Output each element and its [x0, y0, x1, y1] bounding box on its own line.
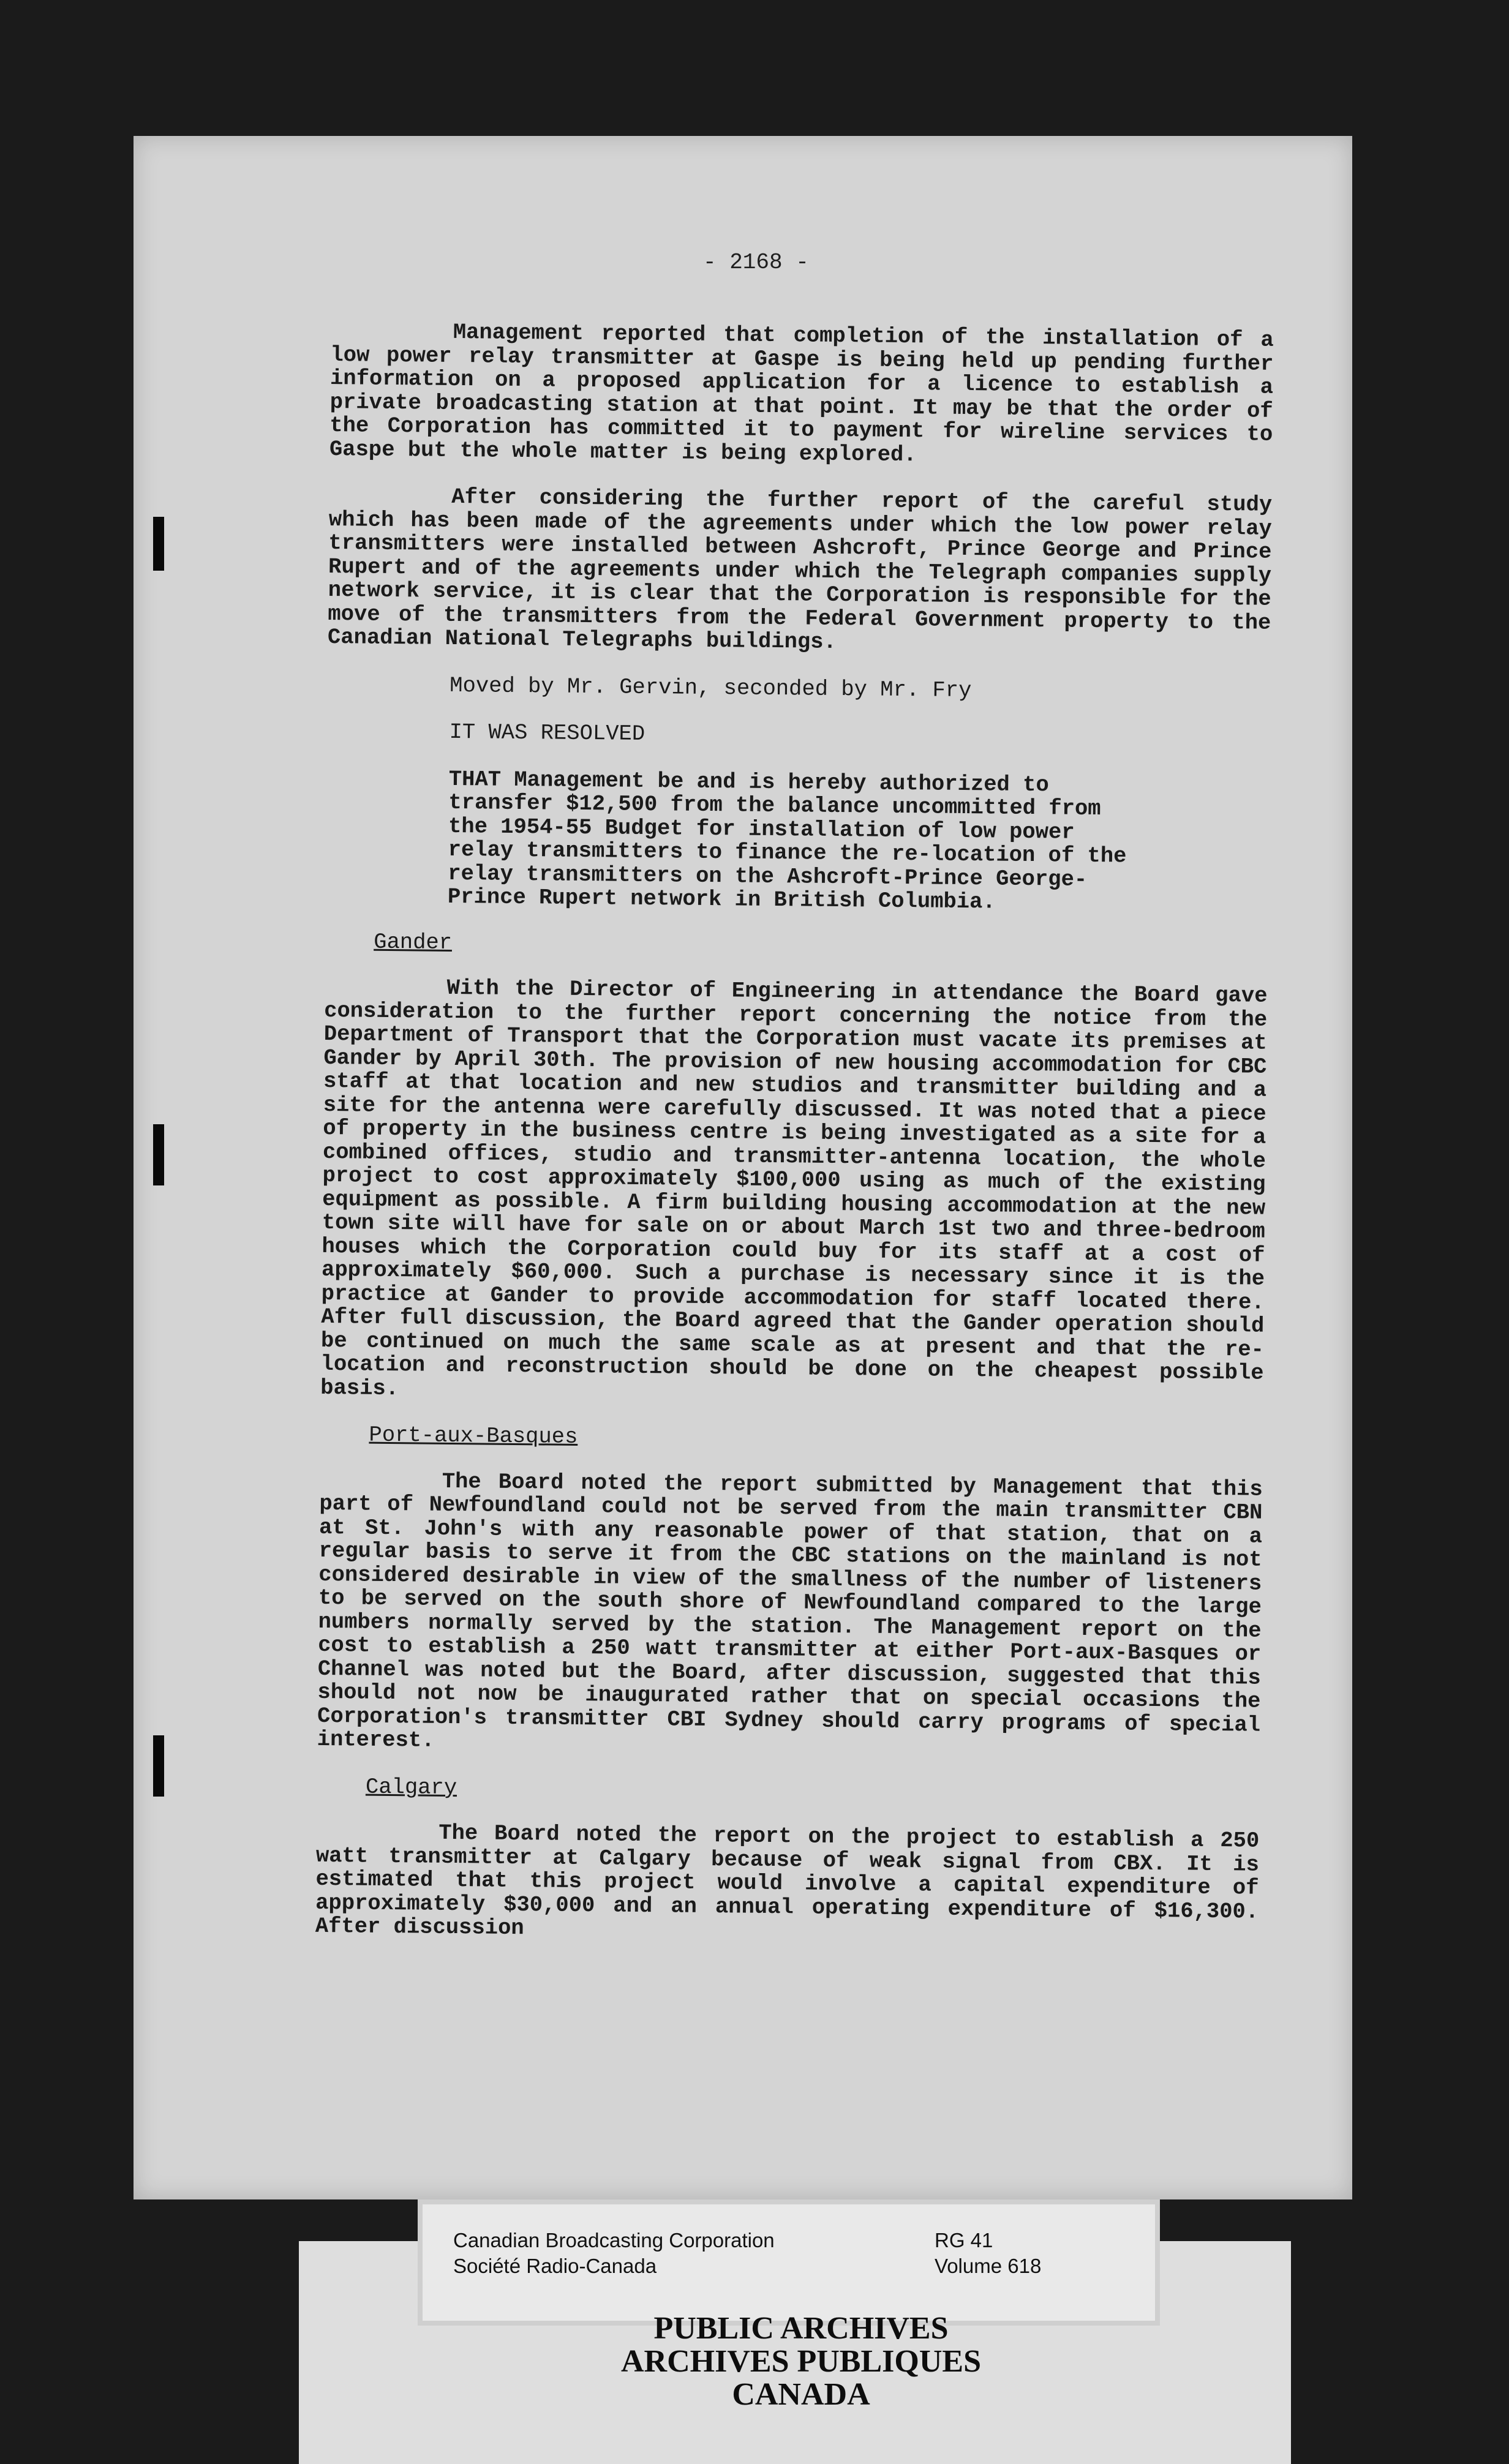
margin-mark [153, 1735, 164, 1797]
section-calgary [315, 1775, 1260, 1947]
resolution-text: THAT Management be and is hereby authorized to transfer $12,500 from the balance uncommitted from the 1954-55 Budget for installation of low power relay transmitters to finance the re-location of the relay transmitters on the Ashcroft-Prince George-Prince Rupert network in British Columbia. [447, 766, 1127, 915]
archives-stamp [47, 2312, 1509, 2411]
section-heading: Port-aux-Basques [369, 1422, 578, 1449]
margin-mark [153, 517, 164, 571]
section-gander [320, 930, 1268, 1408]
margin-mark [153, 1124, 164, 1185]
document-page [134, 136, 1352, 2199]
archive-label [423, 2204, 1155, 2321]
label-volume: Volume 618 [935, 2255, 1042, 2277]
section-heading: Gander [374, 929, 453, 955]
paragraph-gaspe: Management reported that completion of the installation of a low power relay transmitter at Gaspe is being held up pending further information on a proposed application for a licence to establish a private broadcasting station at that point. It may be that the order of the Corporation has committed it to payment for wireline services to Gaspe but the whole matter is being explored. [329, 319, 1274, 467]
label-rg: RG 41 [935, 2229, 993, 2252]
section-text: With the Director of Engineering in attendance the Board gave consideration to the further report concerning the notice from the Department of Transport that the Corporation must vacate its premises at Gander by April 30th. The provision of new housing accommodation for CBC staff at that location and new studios and transmitter building and a site for the antenna were carefully discussed. It was noted that a piece of property in the business centre is being investigated as a site for a combined offices, studio and transmitter-antenna location, the whole project to cost approximately $100,000 using as much of the existing equipment as possible. A firm building housing accommodation at the new town site will have for sale on or about March 1st two and three-bedroom houses which the Corporation could buy for its staff at a cost of approximately $60,000. Such a purchase is necessary since it is the practice at Gander to provide accommodation for staff located there. After full discussion, the Board agreed that the Gander operation should be continued on much the same scale as at present and that the re-location and reconstruction should be done on the cheapest possible basis. [320, 975, 1268, 1401]
section-heading: Calgary [365, 1774, 457, 1800]
label-org-en: Canadian Broadcasting Corporation [453, 2229, 775, 2252]
section-text: The Board noted the report on the project to establish a 250 watt transmitter at Calgary because of weak signal from CBX. It is estimated that this project would involve a capital expenditure of approximately $30,000 and an annual operating expenditure of $16,300. After discussion [315, 1820, 1260, 1941]
section-text: The Board noted the report submitted by Management that this part of Newfoundland could not be served from the main transmitter CBN at St. John's with any reasonable power of that station, that on a regular basis to serve it from the CBC stations on the mainland is not considered desirable in view of the smallness of the number of listeners to be served on the south shore of Newfoundland compared to the large numbers normally served by the station. The Management report on the cost to establish a 250 watt transmitter at either Port-aux-Basques or Channel was noted but the Board, after discussion, suggested that this should not now be inaugurated rather that on special occasions the Corporation's transmitter CBI Sydney should carry programs of special interest. [317, 1468, 1263, 1753]
archives-stamp-line2: ARCHIVES PUBLIQUES [620, 2344, 982, 2379]
label-org-fr: Société Radio-Canada [453, 2255, 657, 2277]
archives-stamp-line3: CANADA [732, 2377, 870, 2412]
document-body [315, 320, 1274, 1970]
paragraph-relay-transmitters: After considering the further report of the careful study which has been made of the agreements under which the low power relay transmitters were installed between Ashcroft, Prince George and Prince Rupert and of the agreements under which the Telegraph companies supply network service, it is clear that the Corporation is responsible for the move of the transmitters from the Federal Government property to the Canadian National Telegraphs buildings. [327, 484, 1273, 655]
motion-line: Moved by Mr. Gervin, seconded by Mr. Fry [450, 672, 972, 703]
archives-stamp-line1: PUBLIC ARCHIVES [653, 2311, 949, 2346]
page-number: - 2168 - [703, 250, 809, 275]
resolved-line: IT WAS RESOLVED [449, 719, 645, 746]
section-port-aux-basques [317, 1423, 1263, 1760]
